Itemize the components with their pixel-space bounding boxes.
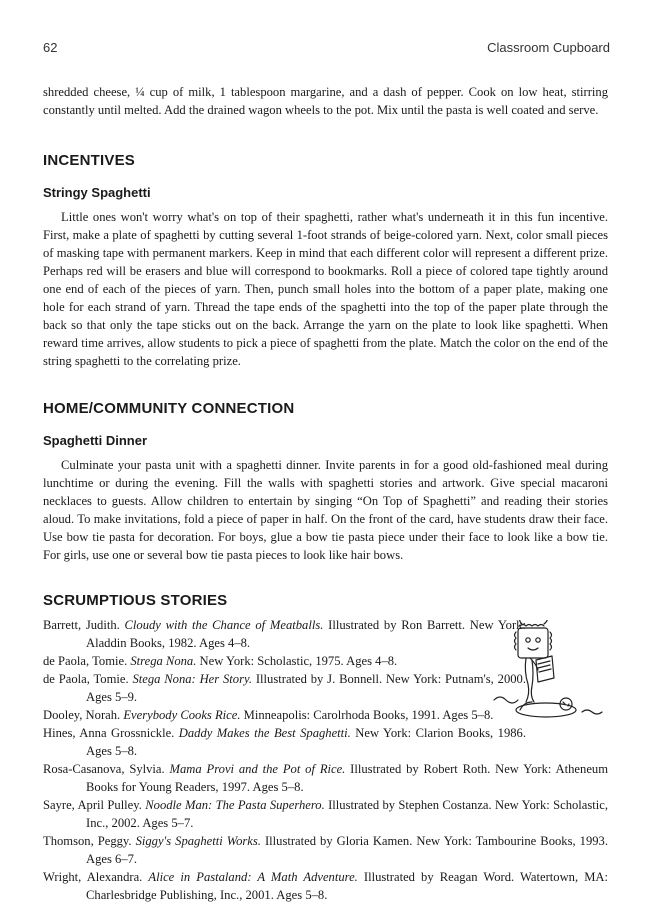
reference-item: de Paola, Tomie. Strega Nona. New York: Scholastic, 1975. Ages 4–8. <box>43 654 398 668</box>
reference-item: Barrett, Judith. Cloudy with the Chance of Meatballs. Illustrated by Ron Barrett. New York: Aladdin Books, 1982. Ages 4–8. <box>43 618 526 650</box>
reference-item: Wright, Alexandra. Alice in Pastaland: A Math Adventure. Illustrated by Reagan Word. Watertown, MA: Charlesbridge Publishing, Inc., 2001. Ages 5–8. <box>43 870 608 902</box>
page-body <box>43 83 608 904</box>
running-title: Classroom Cupboard <box>487 40 610 55</box>
home-subheading: Spaghetti Dinner <box>43 433 148 448</box>
reference-item: Thomson, Peggy. Siggy's Spaghetti Works. Illustrated by Gloria Kamen. New York: Tambourine Books, 1993. Ages 6–7. <box>43 834 608 866</box>
incentives-subheading: Stringy Spaghetti <box>43 185 151 200</box>
reference-item: Dooley, Norah. Everybody Cooks Rice. Minneapolis: Carolrhoda Books, 1991. Ages 5–8. <box>43 708 494 722</box>
reference-item: Rosa-Casanova, Sylvia. Mama Provi and the Pot of Rice. Illustrated by Robert Roth. New York: Atheneum Books for Young Readers, 1997. Ages 5–8. <box>43 762 608 794</box>
incentives-heading: INCENTIVES <box>43 152 136 169</box>
home-paragraph: Culminate your pasta unit with a spaghetti dinner. Invite parents in for a good old-fashioned meal during lunchtime or during the evening. Fill the walls with spaghetti stories and artwork. Give special macaroni necklaces to guests. Allow children to entertain by singing “On Top of Spaghetti” and reading their stories aloud. To make invitations, fold a piece of paper in half. On the front of the card, have students draw their face. Use bow tie pasta for decoration. For boys, glue a bow tie pasta piece under their face to look like a bow tie. For girls, use one or several bow tie pasta pieces to look like hair bows. <box>43 458 608 562</box>
spaghetti-reader-illustration <box>486 620 606 725</box>
stories-heading: SCRUMPTIOUS STORIES <box>43 592 228 609</box>
reference-list <box>43 616 608 904</box>
reference-item: de Paola, Tomie. Stega Nona: Her Story. Illustrated by J. Bonnell. New York: Putnam's, 2000. Ages 5–9. <box>43 672 527 704</box>
reference-item: Hines, Anna Grossnickle. Daddy Makes the Best Spaghetti. New York: Clarion Books, 1986. Ages 5–8. <box>43 726 526 758</box>
reference-item: Sayre, April Pulley. Noodle Man: The Pasta Superhero. Illustrated by Stephen Costanza. New York: Scholastic, Inc., 2002. Ages 5–7. <box>43 798 609 830</box>
intro-paragraph: shredded cheese, ¼ cup of milk, 1 tablespoon margarine, and a dash of pepper. Cook on low heat, stirring constantly until melted. Add the drained wagon wheels to the pot. Mix until the pasta is well coated and serve. <box>43 85 608 117</box>
incentives-paragraph: Little ones won't worry what's on top of their spaghetti, rather what's underneath it in this fun incentive. First, make a plate of spaghetti by cutting several 1-foot strands of beige-colored yarn. Next, color small pieces of masking tape with permanent markers. Keep in mind that each different color will represent a different prize. Perhaps red will be erasers and blue will correspond to bookmarks. Roll a piece of colored tape tightly around one end of each of the pieces of yarn. Then, punch small holes into the bottom of a paper plate, making one hole for each strand of yarn. Thread the tape ends of the spaghetti into the top of the paper plate through the back so that only the tape sticks out on the back. Arrange the yarn on the plate to look like spaghetti. When reward time arrives, allow students to pick a piece of spaghetti from the plate. Match the color on the end of the string spaghetti to the correlating prize. <box>43 210 608 368</box>
page-number: 62 <box>43 40 58 55</box>
home-heading: HOME/COMMUNITY CONNECTION <box>43 400 295 417</box>
